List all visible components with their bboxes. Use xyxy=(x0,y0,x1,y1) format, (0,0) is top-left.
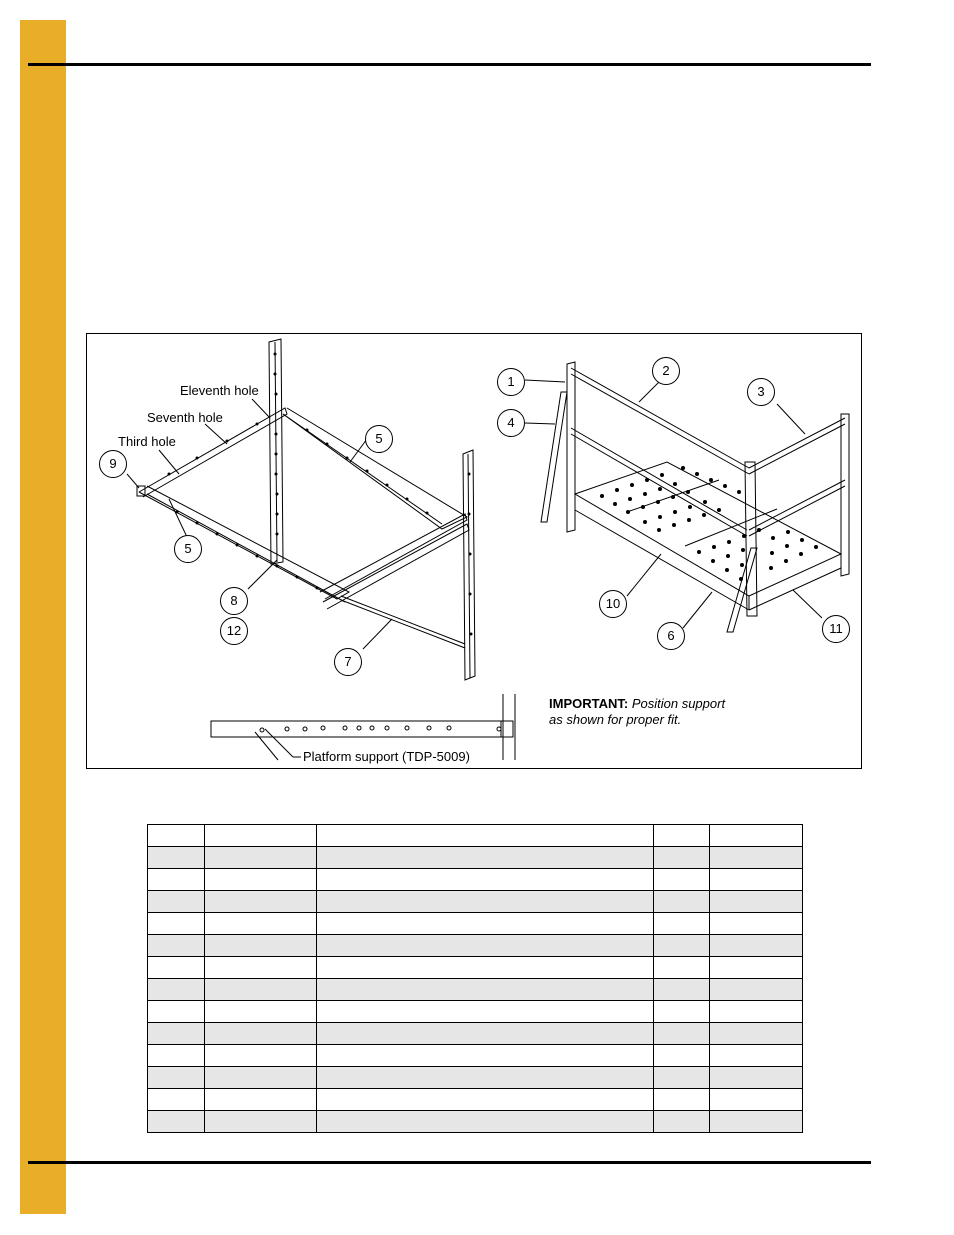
table-cell xyxy=(205,1001,317,1023)
callout-5-back: 5 xyxy=(365,425,393,453)
header-part xyxy=(205,825,317,847)
table-cell xyxy=(317,1023,654,1045)
callout-3: 3 xyxy=(747,378,775,406)
table-cell xyxy=(148,957,205,979)
table-cell xyxy=(317,847,654,869)
assembly-drawing xyxy=(87,334,863,770)
table-cell xyxy=(654,1111,710,1133)
table-cell xyxy=(317,1001,654,1023)
footer-rule xyxy=(28,1161,871,1164)
table-cell xyxy=(317,935,654,957)
table-cell xyxy=(317,869,654,891)
callout-9: 9 xyxy=(99,450,127,478)
table-cell xyxy=(654,869,710,891)
callout-6: 6 xyxy=(657,622,685,650)
rail-post-back xyxy=(841,414,849,576)
table-cell xyxy=(205,1045,317,1067)
note-bold: IMPORTANT: xyxy=(549,696,629,711)
table-cell xyxy=(710,1111,803,1133)
table-cell xyxy=(654,1045,710,1067)
table-cell xyxy=(317,979,654,1001)
note-line1: Position support xyxy=(631,696,726,711)
table-cell xyxy=(205,1067,317,1089)
table-cell xyxy=(148,1111,205,1133)
table-cell xyxy=(205,891,317,913)
table-cell xyxy=(654,1067,710,1089)
table-cell xyxy=(148,979,205,1001)
header-description xyxy=(317,825,654,847)
handrail-side xyxy=(749,418,845,536)
table-cell xyxy=(205,913,317,935)
table-cell xyxy=(317,957,654,979)
table-cell xyxy=(205,847,317,869)
diagonal-brace xyxy=(341,596,465,648)
table-row xyxy=(148,913,803,935)
table-row xyxy=(148,891,803,913)
table-cell xyxy=(654,891,710,913)
table-cell xyxy=(205,1111,317,1133)
table-cell xyxy=(654,935,710,957)
callout-10: 10 xyxy=(599,590,627,618)
table-cell xyxy=(710,957,803,979)
table-cell xyxy=(654,1001,710,1023)
table-cell xyxy=(710,1067,803,1089)
support-post xyxy=(463,450,475,680)
loose-support xyxy=(541,392,567,522)
header-notes xyxy=(710,825,803,847)
table-cell xyxy=(205,957,317,979)
table-cell xyxy=(148,847,205,869)
table-cell xyxy=(148,1001,205,1023)
table-row xyxy=(148,1067,803,1089)
table-cell xyxy=(148,1045,205,1067)
callout-5-front: 5 xyxy=(174,535,202,563)
table-cell xyxy=(710,869,803,891)
assembly-figure xyxy=(86,333,862,769)
table-cell xyxy=(205,1023,317,1045)
table-cell xyxy=(148,1023,205,1045)
table-cell xyxy=(710,1023,803,1045)
side-tab xyxy=(20,20,66,1214)
table-cell xyxy=(654,847,710,869)
header-rule xyxy=(28,63,871,66)
table-row xyxy=(148,1023,803,1045)
table-cell xyxy=(710,1001,803,1023)
table-row xyxy=(148,1089,803,1111)
callout-12: 12 xyxy=(220,617,248,645)
table-cell xyxy=(205,979,317,1001)
table-cell xyxy=(205,1089,317,1111)
label-third-hole: Third hole xyxy=(118,434,176,449)
table-cell xyxy=(148,935,205,957)
table-cell xyxy=(654,1089,710,1111)
table-cell xyxy=(148,913,205,935)
handrail-mid xyxy=(571,428,747,536)
table-cell xyxy=(710,1045,803,1067)
note-line2: as shown for proper fit. xyxy=(549,712,682,727)
table-cell xyxy=(710,979,803,1001)
table-cell xyxy=(317,1067,654,1089)
leader-lines-right xyxy=(525,380,822,628)
callout-7: 7 xyxy=(334,648,362,676)
table-row xyxy=(148,935,803,957)
table-row xyxy=(148,847,803,869)
table-row xyxy=(148,1001,803,1023)
table-cell xyxy=(148,1089,205,1111)
table-cell xyxy=(148,1067,205,1089)
upright-post xyxy=(269,339,283,564)
floor-brace xyxy=(727,548,757,632)
table-header-row xyxy=(148,825,803,847)
table-cell xyxy=(654,1023,710,1045)
header-qty xyxy=(654,825,710,847)
table-cell xyxy=(654,979,710,1001)
table-row xyxy=(148,957,803,979)
callout-2: 2 xyxy=(652,357,680,385)
label-eleventh-hole: Eleventh hole xyxy=(180,383,259,398)
platform-floor xyxy=(575,462,841,610)
table-cell xyxy=(710,913,803,935)
label-seventh-hole: Seventh hole xyxy=(147,410,223,425)
important-note xyxy=(549,696,725,728)
table-cell xyxy=(710,1089,803,1111)
table-cell xyxy=(317,1089,654,1111)
header-ref xyxy=(148,825,205,847)
table-cell xyxy=(654,913,710,935)
table-cell xyxy=(654,957,710,979)
table-row xyxy=(148,979,803,1001)
side-angle-front xyxy=(139,486,349,602)
table-cell xyxy=(205,935,317,957)
callout-4: 4 xyxy=(497,409,525,437)
table-cell xyxy=(710,847,803,869)
table-cell xyxy=(710,891,803,913)
table-cell xyxy=(148,869,205,891)
callout-1: 1 xyxy=(497,368,525,396)
table-row xyxy=(148,1045,803,1067)
table-cell xyxy=(317,891,654,913)
table-cell xyxy=(317,1111,654,1133)
rail-post-left xyxy=(567,362,575,532)
lower-crossbar xyxy=(320,514,469,609)
table-row xyxy=(148,869,803,891)
table-cell xyxy=(317,913,654,935)
callout-11: 11 xyxy=(822,615,850,643)
table-cell xyxy=(205,869,317,891)
label-platform-support: Platform support (TDP-5009) xyxy=(303,749,470,764)
table-cell xyxy=(148,891,205,913)
callout-8: 8 xyxy=(220,587,248,615)
table-cell xyxy=(710,935,803,957)
table-row xyxy=(148,1111,803,1133)
parts-table xyxy=(147,824,803,1133)
table-cell xyxy=(317,1045,654,1067)
